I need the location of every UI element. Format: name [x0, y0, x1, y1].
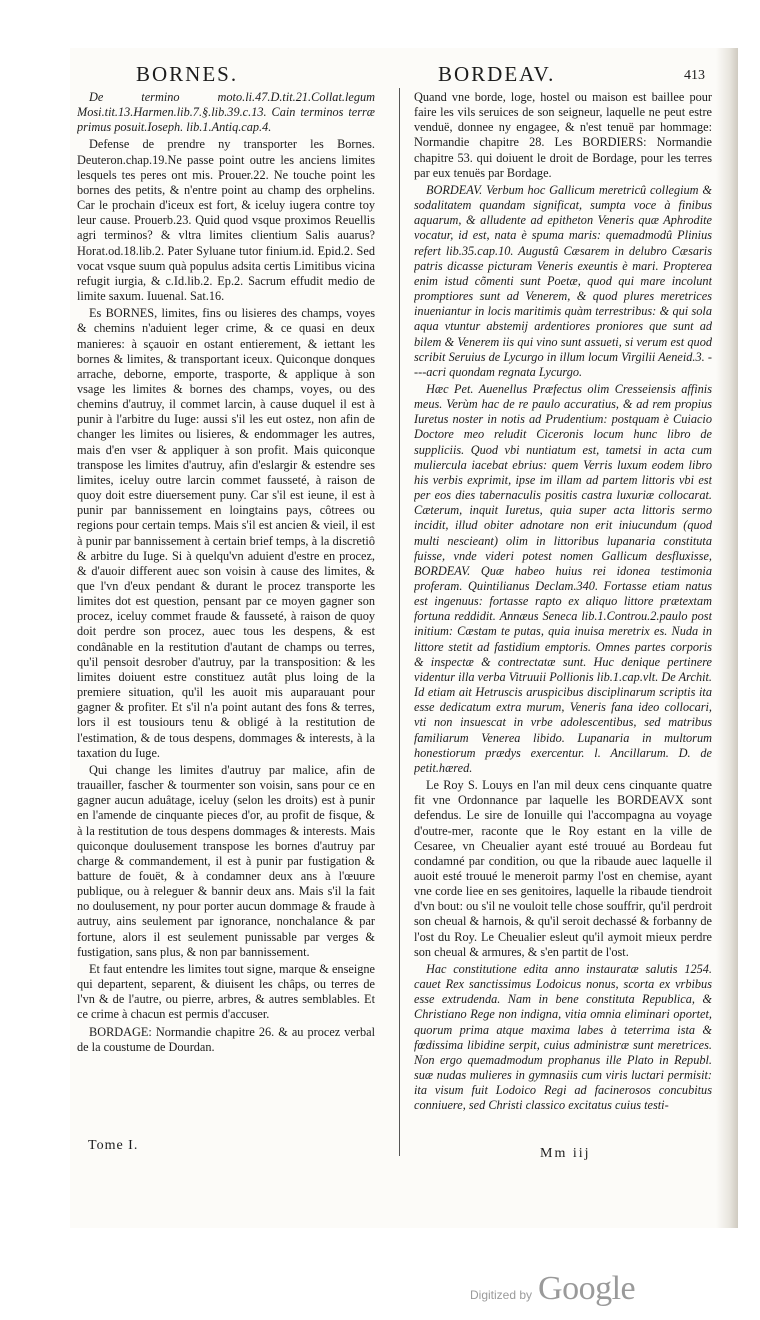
- right-column: [414, 90, 712, 1118]
- running-head-left: BORNES.: [136, 62, 239, 86]
- paragraph: Le Roy S. Louys en l'an mil deux cens cinquante quatre fit vne Ordonnance par laquelle les BORDEAVX sont defendus. Le sire de Ionuille qui l'accompagna au voyage d'outre-mer, raconte que le Roy estant en la ville de Cesaree, vn Cheualier ayant esté trouué au Bordeau fut condamné par condition, ou que la ribaude auec laquelle il auoit esté trouué le meneroit parmy l'ost en chemise, ayant vne corde liee en ses genitoires, laquelle la ribaude tiendroit d'vn bout: ou s'il ne vouloit telle chose souffrir, qu'il perdroit son cheual & harnois, & qu'il seroit dechassé & forbanny de l'ost du Roy. Le Cheualier esleut qu'il aymoit mieux perdre son cheual & armures, & s'en partit de l'ost.: [414, 778, 712, 959]
- paragraph: De termino moto.li.47.D.tit.21.Collat.legum Mosi.tit.13.Harmen.lib.7.§.lib.39.c.13. Cain terminos terræ primus posuit.Ioseph. lib.1.Antiq.cap.4.: [77, 90, 375, 135]
- volume-signature: Tome I.: [88, 1138, 139, 1153]
- paragraph: BORDEAV. Verbum hoc Gallicum meretricû collegium & sodalitatem quandam significat, sumpta voce à finibus aquarum, & alludente ad epitheton Veneris quæ Aphrodite vocatur, id est, nata è spuma maris: quemadmodû Plinius refert lib.35.cap.10. Augustû Cæsarem in delubro Cæsaris patris dicasse picturam Veneris exeuntis è mari. Propterea enim istud cõmenti sunt Poetæ, quod qui mare incolunt promptiores sunt ad Venerem, & quod plures meretrices inueniantur in locis maritimis quàm terrestribus: & qui sola aqua vtuntur abstemij ardentiores proniores que sunt ad bilem & Venerem iis qui vino sunt assueti, si verum est quod scribit Seruius de Lycurgo in illum locum Virgilii Aeneid.3. ----acri quondam regnata Lycurgo.: [414, 182, 712, 379]
- running-head-right: BORDEAV.: [438, 62, 556, 86]
- watermark-prefix: Digitized by: [470, 1288, 533, 1302]
- page-spine-shadow: [716, 48, 738, 1228]
- paragraph: Hæc Pet. Auenellus Præfectus olim Cresseiensis affinis meus. Verùm hac de re paulo accuratius, & ad rem propius Iuretus noster in notis ad Prudentium: postquam è Cuiacio Doctore meo reludit Ciceronis locum hunc libro de suppliciis. Quod vbi nuntiatum est, tametsi in acta cum muliercula iacebat ebrius: quem Verris luxum eodem libro his verbis exprimit, ipse im illam ad partem littoris vbi est per eos dies tabernaculis positis castra luxuriæ collocarat. Cæterum, inquit Iuretus, quia super acta littoris sermo incidit, illud obiter adnotare non erit iniucundum (quod multi nescieant) olim in littoribus lupanaria constituta fuisse, vnde videri potest nomen Gallicum desfluxisse, BORDEAV. Quæ habeo huius rei idonea testimonia proferam. Quintilianus Declam.340. Fortasse etiam natus est ingenuus: fortasse rapto ex aliquo littore prætextam fortuna reddidit. Annæus Seneca lib.1.Controu.2.paulo post initium: Cæstam te putas, quia inuisa meretrix es. Nuda in littore stetit ad fastidium emptoris. Omnes partes corporis & inspectæ & contrectatæ sunt. Huc denique pertinere videntur illa verba Vitruuii Pollionis lib.1.cap.vlt. De Archit. Id etiam ait Hetruscis aruspicibus disciplinarum scriptis ita esse dedicatum extra murum, Veneris fana ideo collocari, vti non insuescat in vrbe adolescentibus, sed matribus familiarum Venerea libido. Lupanaria in multorum honestiorum prædys exercentur. l. Ancillarum. D. de petit.hæred.: [414, 381, 712, 775]
- left-column: [77, 90, 375, 1108]
- paragraph: Hac constitutione edita anno instauratæ salutis 1254. cauet Rex sanctissimus Lodoicus nonus, scorta ex vrbibus esse extrudenda. Nam in bene constituta Republica, & Christiano Rege non indigna, vitia omnia eliminari oportet, quorum prima atque maxima labes à teterrima ista & fœdissima libidine serpit, cuius administræ sunt meretrices. Non ergo quemadmodum prophanus ille Plato in Republ. suæ nudas mulieres in gymnasiis cum viris luctari permisit: ita visum fuit Lodoico Regi ad facinerosos concubitus conniuere, sed Christi classico excitatus cuius testi-: [414, 961, 712, 1113]
- column-divider: [399, 88, 400, 1156]
- sheet-signature: Mm iij: [540, 1146, 591, 1161]
- paragraph: Qui change les limites d'autruy par malice, afin de trauailler, fascher & tourmenter son voisin, sans pour ce en gagner aucun aduâtage, iceluy (selon les droits) est à punir en l'amende de cinquante pieces d'or, au profit de fisque, & à la restitution de tous despens dommages & interests. Mais quiconque doulusement transpose les bornes d'autruy par charge & commandement, il est à punir par fustigation & batture de fouët, & à condamner deux ans à l'œuure publique, ou à releguer & bannir deux ans. Mais s'il la fait no doulusement, ny pour porter aucun dommage & fraude à autruy, ains seulement par ignorance, nonchalance & par fortune, alors il est seulement punissable par verges & fustigation, sans plus, & non par bannissement.: [77, 762, 375, 959]
- paragraph: Es BORNES, limites, fins ou lisieres des champs, voyes & chemins n'aduient leger crime, & ce quasi en deux manieres: à sçauoir en ostant entierement, & iettant les bornes & limites, & transportant iceux. Quiconque donques arrache, deborne, emporte, trasporte, & applique à son vsage les limites & bornes des champs, voyes, ou des chemins d'autruy, il commet larcin, à cause duquel il est à punir à l'arbitre du Iuge: aussi s'il les eut ostez, non afin de changer les limites ou lisieres, & endommager les autres, mais d'en vser & appliquer à son profit. Mais quiconque transpose les limites d'autruy, afin d'eslargir & estendre ses limites, iceluy outre larcin commet fausseté, à raison de quoy doit estre diuersement puny. Car s'il est ieune, il est à punir par bannissement en loingtains pays, côtrees ou regions pour certain temps. Mais s'il est ancien & vieil, il est à punir par bannissement à certain brief temps, à la discretiô & arbitre du Iuge. Si à quelqu'vn aduient d'estre en procez, & d'auoir different auec son voisin à cause des limites, & que l'vn d'eux pendant & durant le procez transporte les limites dot est question, pensant par ce moyen gagner son procez, iceluy commet fraude & fausseté, à raison de quoy doit perdre son procez, auec tous les despens, & est condânable en la restitution d'autant de champs ou terres, qu'il pensoit desrober d'autruy, par la transposition: & les limites doiuent estre constituez autât plus loing de la premiere situation, qu'il les auoit mis auparauant pour gagner & profiter. Et s'il n'a point autant des fons & terres, lors il est tousiours tenu & obligé à la restitution de l'estimation, & de tous despens, dommages & interests, à la taxation du Iuge.: [77, 306, 375, 760]
- paragraph: Et faut entendre les limites tout signe, marque & enseigne qui departent, separent, & diuisent les châps, ou terres de l'vn & de l'autre, ou pierre, arbres, & autres semblables. Et ce crime à chacun est permis d'accuser.: [77, 961, 375, 1022]
- page-number: 413: [684, 68, 705, 83]
- paragraph: BORDAGE: Normandie chapitre 26. & au procez verbal de la coustume de Dourdan.: [77, 1024, 375, 1054]
- google-logo: Google: [538, 1270, 636, 1307]
- book-page: [70, 48, 738, 1228]
- paragraph: Quand vne borde, loge, hostel ou maison est baillee pour faire les vils seruices de son seigneur, laquelle ne peut estre venduë, donnee ny engagee, & n'est tenuë par hommage: Normandie chapitre 28. Les BORDIERS: Normandie chapitre 53. qui doiuent le droit de Bordage, pour les terres par eux tenuës par Bordage.: [414, 90, 712, 180]
- paragraph: Defense de prendre ny transporter les Bornes. Deuteron.chap.19.Ne passe point outre les anciens limites lesquels tes peres ont mis. Prouer.22. Ne touche point les bornes des petits, & n'entre point au champ des orphelins. Car le prochain d'iceux est fort, & iceluy iugera contre toy leur cause. Prouerb.23. Quid quod vsque proximos Reuellis agri terminos? & vltra limites clientium Salis auarus? Horat.od.18.lib.2. Pater Syluane tutor finium.id. Epid.2. Sed vocat vsque suum quà populus adsita certis Limitibus vicina refugit iurgia, & c.Id.lib.2. Ep.2. Sacrum effudit medio de limite saxum. Iuuenal. Sat.16.: [77, 137, 375, 304]
- digitization-watermark: [470, 1270, 635, 1308]
